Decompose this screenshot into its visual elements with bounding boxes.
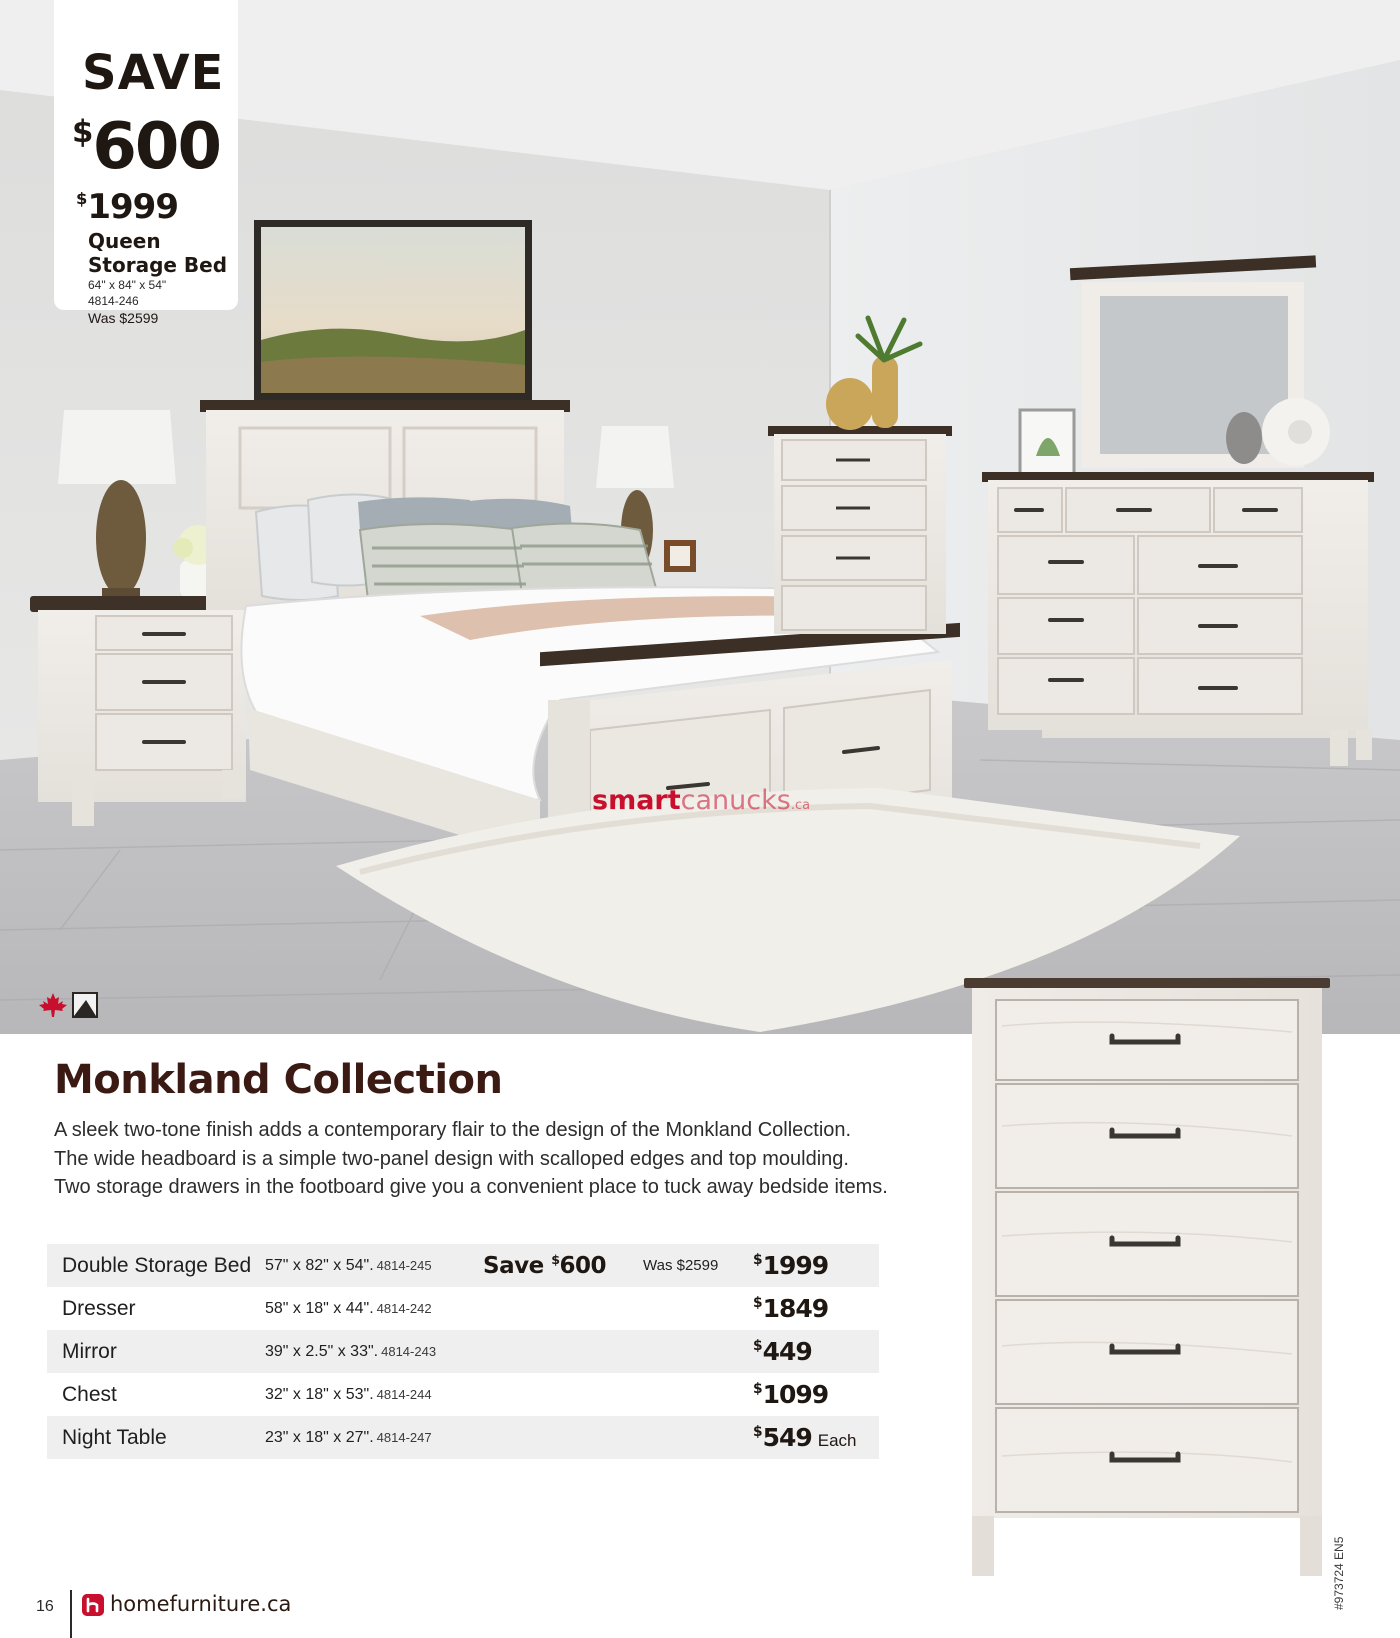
item-dimensions: 32" x 18" x 53". 4814-244 [265, 1385, 432, 1403]
chest-product-image [962, 976, 1332, 1588]
item-price: $1099 [753, 1380, 829, 1409]
item-save [483, 1287, 643, 1330]
item-was-price [643, 1416, 753, 1459]
item-name: Mirror [47, 1330, 265, 1373]
item-was-price [643, 1373, 753, 1416]
item-save: Save $600 [483, 1244, 643, 1287]
page-number: 16 [36, 1598, 54, 1615]
table-row [47, 1373, 879, 1416]
homefurniture-logo-icon [82, 1594, 104, 1616]
item-name: Double Storage Bed [47, 1244, 265, 1287]
item-price: $549 Each [753, 1416, 879, 1459]
website-link[interactable]: homefurniture.ca [110, 1592, 292, 1616]
promo-callout [54, 0, 238, 326]
item-name: Dresser [62, 1296, 136, 1320]
collection-description [54, 1116, 934, 1202]
promo-save-word: SAVE [82, 45, 225, 101]
item-save [483, 1416, 643, 1459]
promo-product-name: Queen Storage Bed [88, 228, 228, 277]
item-dimensions: 57" x 82" x 54". 4814-245 [265, 1244, 483, 1287]
item-name: Night Table [47, 1416, 265, 1459]
table-row [47, 1416, 879, 1459]
promo-was-price: Was $2599 [88, 309, 159, 326]
catalog-code: #973724 EN5 [1332, 1536, 1346, 1610]
item-price: $1999 [753, 1244, 879, 1287]
item-dimensions: 39" x 2.5" x 33". 4814-243 [265, 1330, 483, 1373]
footer-divider [70, 1590, 72, 1638]
item-sku: 4814-244 [376, 1386, 432, 1402]
promo-save-amount: $600 [72, 110, 220, 185]
item-sku: 4814-243 [381, 1343, 437, 1359]
item-was-price [643, 1287, 753, 1330]
item-sku: 4814-245 [376, 1257, 432, 1273]
price-table [47, 1244, 879, 1459]
promo-dimensions: 64" x 84" x 54" [88, 277, 167, 292]
description-line: A sleek two-tone finish adds a contemporary flair to the design of the Monkland Collection. [54, 1119, 852, 1141]
canada-flag-icon [38, 992, 68, 1018]
item-sku: 4814-242 [376, 1300, 432, 1316]
item-sku: 4814-247 [376, 1429, 432, 1445]
watermark: smartcanucks.ca [592, 785, 811, 816]
collection-title: Monkland Collection [54, 1057, 503, 1103]
item-price: $1849 [753, 1294, 829, 1323]
table-row [47, 1330, 879, 1373]
item-dimensions: 23" x 18" x 27". 4814-247 [265, 1416, 483, 1459]
item-save [483, 1373, 643, 1416]
item-name: Chest [62, 1382, 117, 1406]
description-line: Two storage drawers in the footboard give you a convenient place to tuck away bedside items. [54, 1176, 888, 1198]
item-was-price [643, 1330, 753, 1373]
item-price: $449 [753, 1330, 879, 1373]
table-row [47, 1287, 879, 1330]
item-dimensions: 58" x 18" x 44". 4814-242 [265, 1299, 432, 1317]
item-was-price: Was $2599 [643, 1244, 753, 1287]
promo-sku: 4814-246 [88, 293, 139, 308]
table-row [47, 1244, 879, 1287]
item-save [483, 1330, 643, 1373]
description-line: The wide headboard is a simple two-panel design with scalloped edges and top moulding. [54, 1147, 849, 1170]
promo-price: $1999 [76, 186, 178, 227]
brand-mark-icon [72, 992, 98, 1018]
